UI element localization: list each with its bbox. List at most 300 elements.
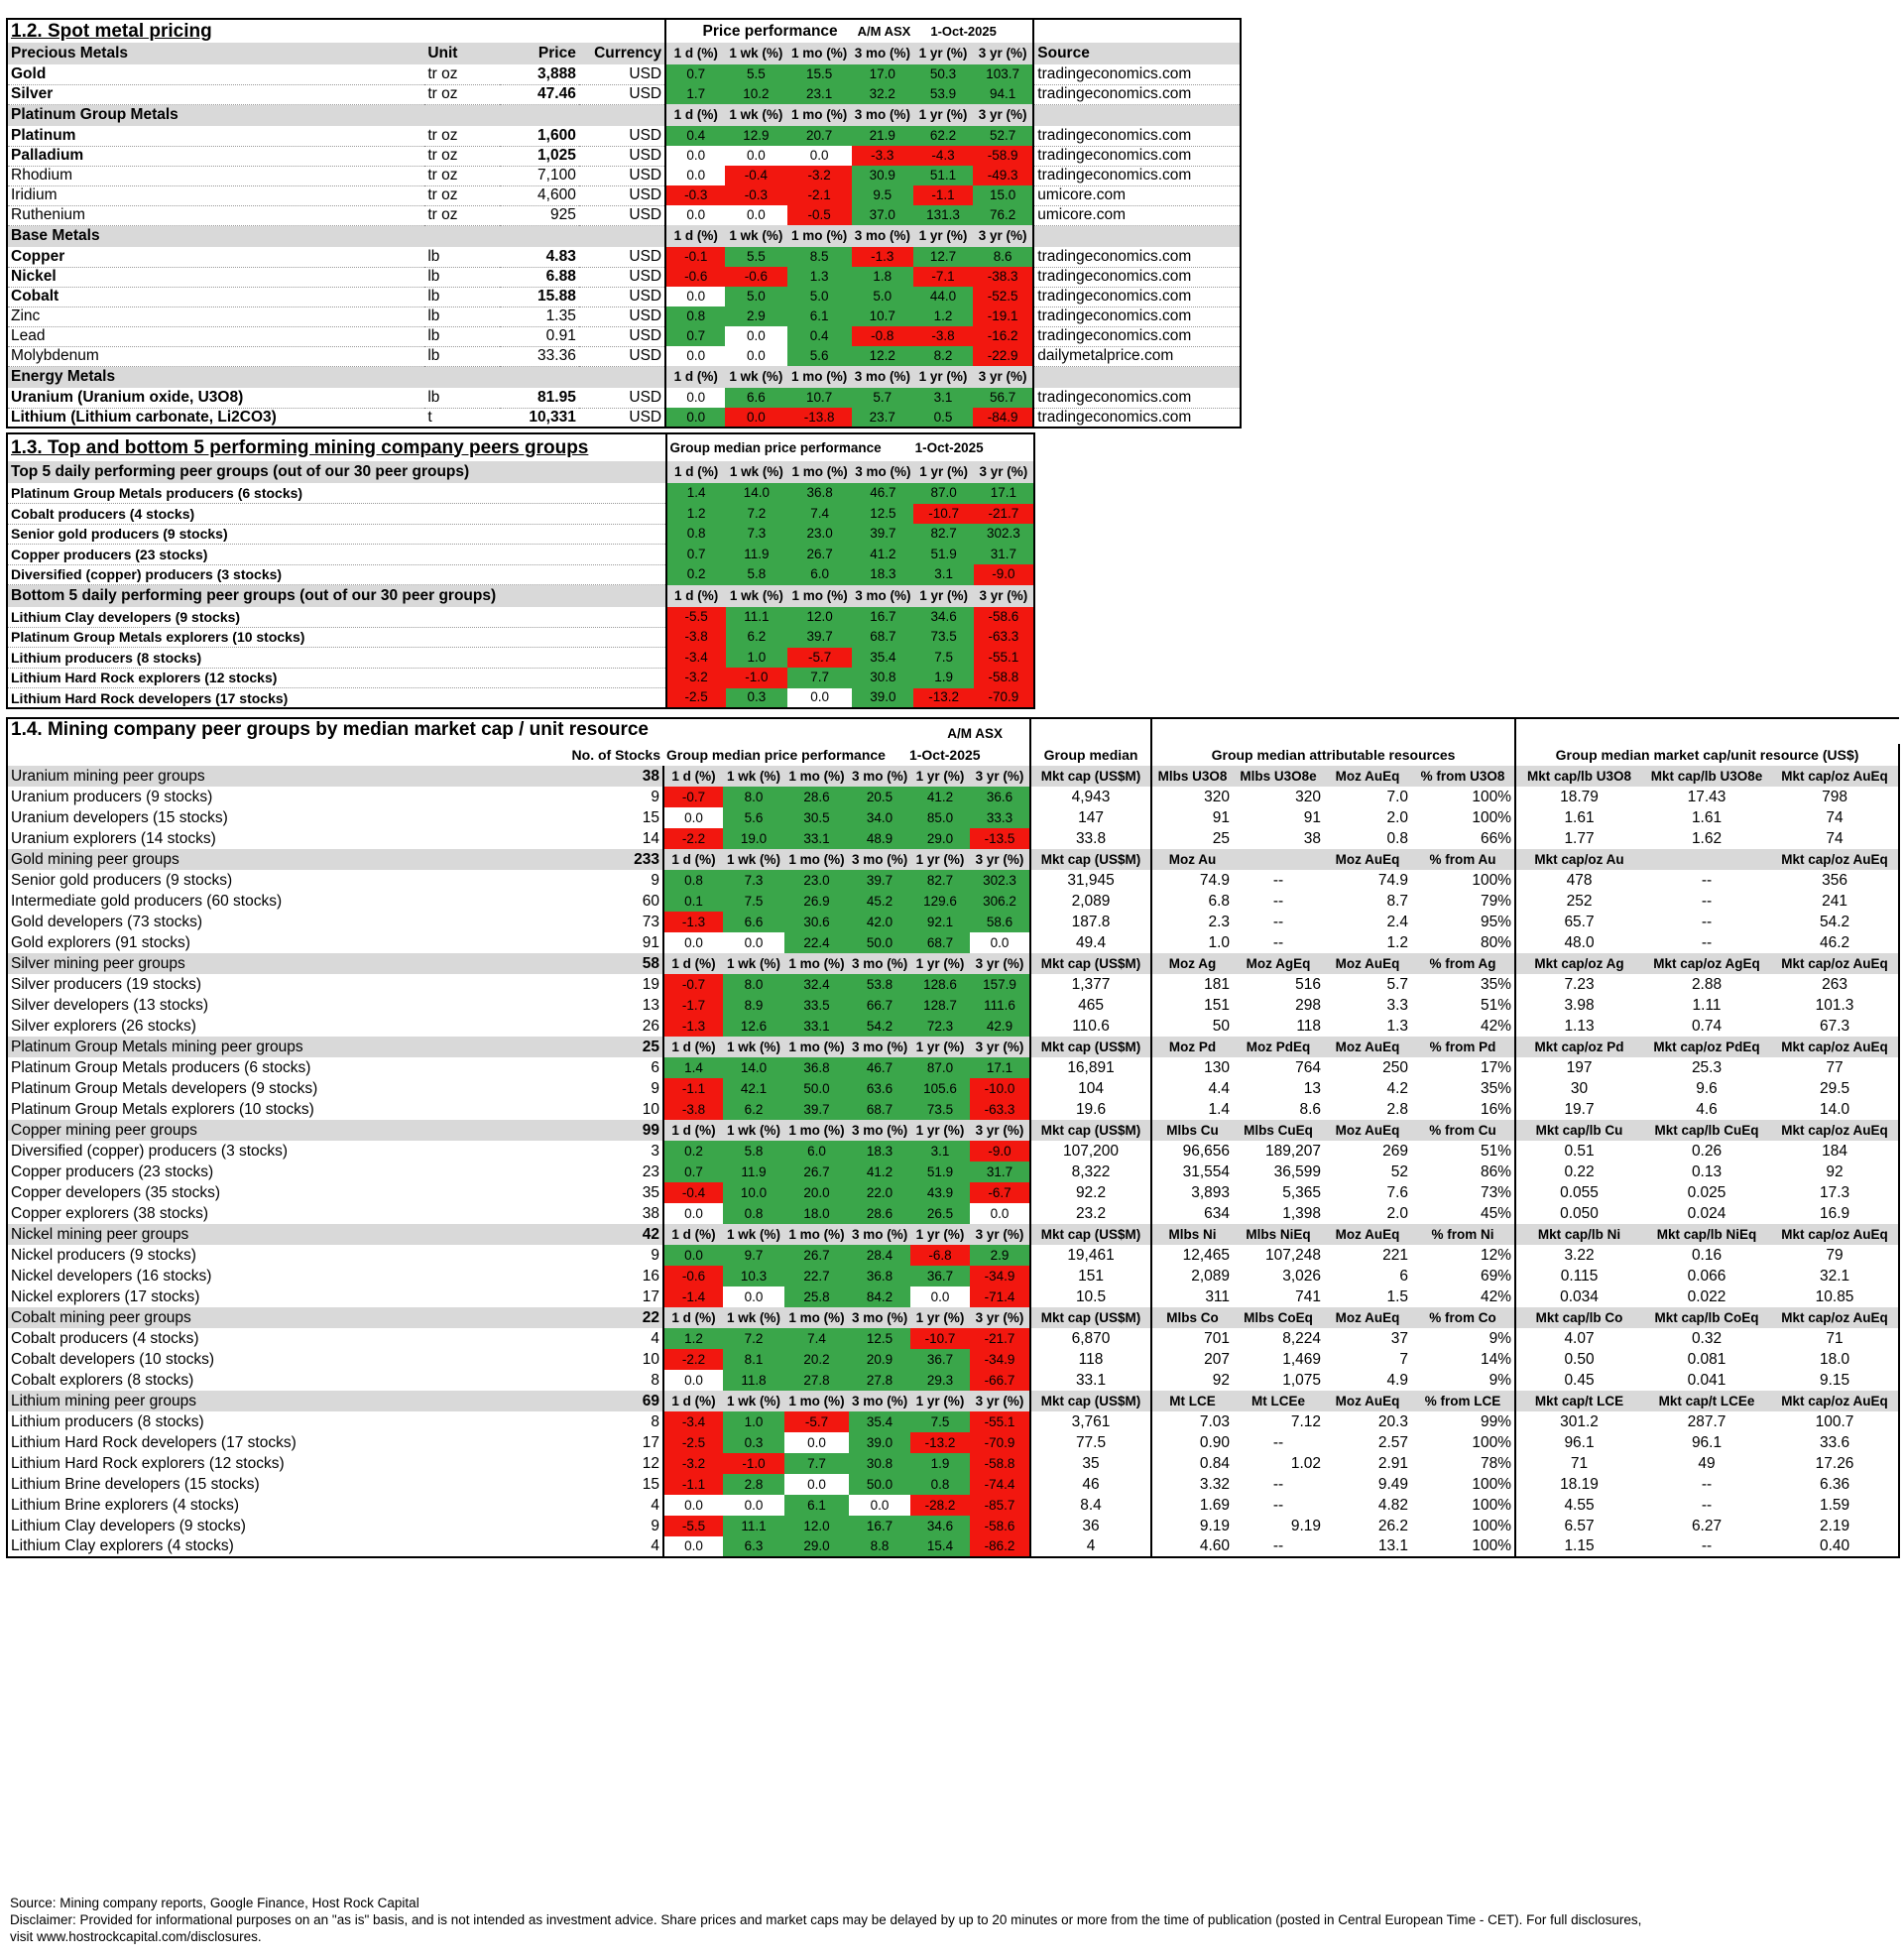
metal-currency: USD: [579, 64, 665, 84]
perf-value: 129.6: [910, 891, 970, 912]
table-row: [7, 828, 1899, 849]
metric-value: 320: [1151, 787, 1233, 807]
table-row: [7, 688, 1034, 709]
perf-value: -1.3: [663, 1016, 723, 1037]
peer-group-name: Copper developers (35 stocks): [7, 1182, 562, 1203]
metric-value: 80%: [1481, 933, 1512, 951]
peer-groups-market-cap-table: [6, 717, 1900, 1558]
metric-value: 2,089: [1151, 1266, 1233, 1286]
metric-value: 69%: [1481, 1267, 1512, 1285]
perf-value: 19.0: [723, 828, 784, 849]
perf-value: 8.9: [723, 995, 784, 1016]
perf-value: -1.1: [913, 185, 973, 205]
metric-value: 107,248: [1265, 1246, 1322, 1264]
metal-unit: tr oz: [424, 146, 499, 166]
perf-value: -21.7: [974, 504, 1034, 525]
metric-value: 0.081: [1687, 1350, 1726, 1368]
perf-value: 0.0: [663, 1370, 723, 1391]
report-date: 1-Oct-2025: [930, 23, 997, 39]
perf-value: 0.5: [913, 408, 973, 428]
table-row: [7, 974, 1899, 995]
perf-col-header: 3 mo (%): [855, 464, 911, 479]
peer-group-name: Lithium Hard Rock developers (17 stocks): [7, 688, 666, 709]
perf-title: Group median price performance: [669, 439, 882, 455]
metric-value: 35: [1030, 1453, 1151, 1474]
perf-value: 53.9: [913, 84, 973, 104]
table-row: [7, 1245, 1899, 1266]
peer-group-name: Copper producers (23 stocks): [7, 545, 666, 565]
metric-col-header: Mlbs U3O8e: [1240, 768, 1317, 784]
perf-header: [666, 433, 1034, 461]
metric-value: 6.57: [1515, 1516, 1642, 1536]
metric-value: 3,026: [1282, 1267, 1322, 1285]
metal-source: tradingeconomics.com: [1033, 408, 1241, 428]
metric-value: 701: [1151, 1328, 1233, 1349]
table-row: [7, 1203, 1899, 1224]
metric-value: 26.2: [1377, 1517, 1409, 1534]
perf-value: 54.2: [849, 1016, 910, 1037]
metric-value: 96.1: [1515, 1432, 1642, 1453]
perf-col-header: 1 wk (%): [726, 1226, 780, 1242]
perf-value: 26.9: [784, 891, 849, 912]
perf-value: 73.5: [913, 627, 973, 648]
table-row: [7, 104, 1241, 126]
perf-value: 12.5: [849, 1328, 910, 1349]
table-row: [7, 1453, 1899, 1474]
perf-value: 0.8: [910, 1474, 970, 1495]
metric-col-header: Mkt cap (US$M): [1030, 1037, 1151, 1057]
perf-value: 14.0: [723, 1057, 784, 1078]
perf-value: 36.7: [910, 1349, 970, 1370]
perf-value: 302.3: [970, 870, 1030, 891]
metric-value: 1.61: [1691, 808, 1723, 826]
perf-value: 18.3: [849, 1141, 910, 1162]
perf-value: 0.0: [784, 1474, 849, 1495]
group-header: Platinum Group Metals: [7, 104, 665, 126]
metric-value: 1.4: [1151, 1099, 1233, 1120]
perf-value: 51.1: [913, 166, 973, 185]
metal-source: tradingeconomics.com: [1033, 388, 1241, 408]
metric-col-header: Moz Pd: [1151, 1037, 1233, 1057]
perf-value: 10.7: [852, 306, 913, 326]
metal-currency: USD: [579, 306, 665, 326]
table-row: [7, 668, 1034, 688]
perf-value: 1.2: [666, 504, 726, 525]
metal-name: Zinc: [7, 306, 424, 326]
table-row: [7, 766, 1899, 787]
metric-col-header: Mt LCE: [1151, 1391, 1233, 1411]
metal-price: 10,331: [500, 408, 579, 428]
metric-value: 151: [1151, 995, 1233, 1016]
perf-value: 0.0: [970, 932, 1030, 953]
metric-col-header: Moz Ag: [1151, 953, 1233, 974]
metal-price: 925: [500, 205, 579, 225]
metric-col-header: Mlbs NiEq: [1246, 1226, 1311, 1242]
metric-col-header: Mkt cap/oz AuEq: [1771, 1307, 1899, 1328]
perf-value: 30.8: [849, 1453, 910, 1474]
perf-col-header: 3 mo (%): [854, 46, 910, 61]
table-row: [7, 585, 1034, 607]
perf-value: 31.7: [974, 545, 1034, 565]
metric-value: --: [1701, 1475, 1713, 1493]
metric-value: 65.7: [1515, 912, 1642, 932]
peer-group-name: Silver producers (19 stocks): [7, 974, 562, 995]
perf-value: 45.2: [849, 891, 910, 912]
metric-value: 31,554: [1151, 1162, 1233, 1182]
perf-value: 29.0: [910, 828, 970, 849]
table-row: [7, 126, 1241, 146]
stock-count: 16: [642, 1267, 659, 1285]
metal-source: tradingeconomics.com: [1033, 126, 1241, 146]
group-median-header: Group median: [1030, 744, 1151, 766]
table-row: [7, 607, 1034, 628]
perf-value: 0.3: [726, 688, 787, 709]
table-row: [7, 1370, 1899, 1391]
metric-col-header: Mkt cap/oz AgEq: [1653, 955, 1760, 971]
stock-count: 23: [642, 1163, 659, 1180]
perf-value: 23.7: [852, 408, 913, 428]
table-row: [7, 1536, 1899, 1557]
table-row: [7, 744, 1899, 766]
perf-value: 12.2: [852, 346, 913, 366]
metric-value: 0.055: [1515, 1182, 1642, 1203]
metric-value: 9%: [1488, 1329, 1512, 1347]
perf-col-header: 1 yr (%): [915, 768, 965, 784]
metric-value: 1.59: [1771, 1495, 1899, 1516]
perf-value: 2.8: [723, 1474, 784, 1495]
table-row: [7, 433, 1034, 461]
metal-price: 7,100: [500, 166, 579, 185]
table-row: [7, 1516, 1899, 1536]
metric-col-header: Mlbs U3O8: [1151, 766, 1233, 787]
metric-value: 741: [1295, 1287, 1322, 1305]
metal-source: tradingeconomics.com: [1033, 326, 1241, 346]
perf-col-header: 3 mo (%): [852, 955, 908, 971]
perf-col-header: 1 wk (%): [729, 107, 783, 122]
perf-col-header: 1 wk (%): [729, 464, 783, 479]
perf-value: 15.5: [787, 64, 852, 84]
perf-value: 34.0: [849, 807, 910, 828]
metric-value: 8,224: [1282, 1329, 1322, 1347]
perf-value: 6.2: [723, 1099, 784, 1120]
metric-value: 16.9: [1771, 1203, 1899, 1224]
perf-col-header: 1 mo (%): [788, 768, 845, 784]
group-header: Platinum Group Metals mining peer groups: [7, 1037, 562, 1057]
metric-value: 1,469: [1282, 1350, 1322, 1368]
table-row: [7, 84, 1241, 104]
group-stock-count: 233: [634, 850, 659, 868]
metal-currency: USD: [579, 388, 665, 408]
metric-value: 0.034: [1515, 1286, 1642, 1307]
perf-value: 22.0: [849, 1182, 910, 1203]
perf-value: 20.5: [849, 787, 910, 807]
peer-group-name: Silver explorers (26 stocks): [7, 1016, 562, 1037]
perf-value: 1.0: [723, 1411, 784, 1432]
table-row: [7, 1016, 1899, 1037]
table-row: [7, 787, 1899, 807]
table-row: [7, 1286, 1899, 1307]
perf-col-header: 1 mo (%): [788, 1039, 845, 1054]
perf-col-header: 1 d (%): [665, 104, 725, 126]
metric-value: 320: [1295, 788, 1322, 805]
metric-value: 6,870: [1030, 1328, 1151, 1349]
table-row: [7, 19, 1241, 43]
perf-value: -34.9: [970, 1349, 1030, 1370]
table-row: [7, 1307, 1899, 1328]
metal-currency: USD: [579, 267, 665, 287]
metric-value: 46.2: [1771, 932, 1899, 953]
metric-value: 18.19: [1515, 1474, 1642, 1495]
perf-value: 23.0: [784, 870, 849, 891]
metric-col-header: Mkt cap/oz PdEq: [1653, 1039, 1760, 1054]
metal-price: 15.88: [500, 287, 579, 306]
metric-value: 2.8: [1386, 1100, 1409, 1118]
metric-col-header: Mkt cap (US$M): [1030, 1120, 1151, 1141]
metric-value: 4.6: [1696, 1100, 1718, 1118]
perf-col-header: 1 mo (%): [790, 369, 848, 384]
metal-currency: USD: [579, 287, 665, 306]
perf-col-header: 1 yr (%): [915, 955, 965, 971]
perf-value: 85.0: [910, 807, 970, 828]
metric-value: 18.0: [1771, 1349, 1899, 1370]
perf-col-header: 1 d (%): [663, 1120, 723, 1141]
perf-value: -84.9: [973, 408, 1033, 428]
perf-value: 42.0: [849, 912, 910, 932]
perf-col-header: 3 mo (%): [854, 228, 910, 243]
perf-col-header: 3 mo (%): [852, 1122, 908, 1138]
perf-col-header: 1 wk (%): [729, 46, 783, 61]
metric-value: 2.19: [1771, 1516, 1899, 1536]
resources-header: Group median attributable resources: [1151, 744, 1515, 766]
metal-price: 81.95: [500, 388, 579, 408]
perf-value: 0.0: [725, 146, 786, 166]
metric-value: 100%: [1472, 1517, 1512, 1534]
metric-value: 9%: [1488, 1371, 1512, 1389]
perf-value: -63.3: [974, 627, 1034, 648]
perf-value: 72.3: [910, 1016, 970, 1037]
group-header: Gold mining peer groups: [7, 849, 562, 870]
metric-value: 252: [1515, 891, 1642, 912]
metric-value: 96,656: [1151, 1141, 1233, 1162]
metric-value: --: [1272, 933, 1284, 951]
metric-value: 1,377: [1030, 974, 1151, 995]
peer-group-name: Platinum Group Metals producers (6 stocks): [7, 483, 666, 504]
table-row: [7, 504, 1034, 525]
metric-value: 1.5: [1386, 1287, 1409, 1305]
metric-value: 13: [1303, 1079, 1322, 1097]
metric-value: --: [1701, 933, 1713, 951]
perf-value: 32.4: [784, 974, 849, 995]
perf-value: 34.6: [913, 607, 973, 628]
metric-value: 2.0: [1386, 808, 1409, 826]
stock-count: 9: [651, 1246, 659, 1264]
perf-value: 8.0: [723, 787, 784, 807]
perf-value: 5.0: [787, 287, 852, 306]
metal-source: tradingeconomics.com: [1033, 166, 1241, 185]
table-row: [7, 1162, 1899, 1182]
metric-value: 100%: [1472, 871, 1512, 889]
perf-value: 0.1: [663, 891, 723, 912]
metric-value: 8.7: [1386, 892, 1409, 910]
metric-value: 12%: [1481, 1246, 1512, 1264]
metal-source: umicore.com: [1033, 185, 1241, 205]
stock-count: 35: [642, 1183, 659, 1201]
table-row: [7, 545, 1034, 565]
metric-col-header: Mkt cap (US$M): [1030, 1307, 1151, 1328]
metric-col-header: Mkt cap (US$M): [1030, 766, 1151, 787]
metal-name: Gold: [7, 64, 424, 84]
metric-value: 478: [1515, 870, 1642, 891]
perf-value: 6.6: [723, 912, 784, 932]
perf-value: 63.6: [849, 1078, 910, 1099]
metal-unit: tr oz: [424, 64, 499, 84]
metric-value: 516: [1295, 975, 1322, 993]
peer-group-name: Gold developers (73 stocks): [7, 912, 562, 932]
metal-price: 4.83: [500, 247, 579, 267]
perf-value: 1.7: [665, 84, 725, 104]
perf-value: 28.6: [784, 787, 849, 807]
metric-value: 13.1: [1324, 1536, 1411, 1557]
metal-unit: lb: [424, 326, 499, 346]
footer-disclaimer-link[interactable]: visit www.hostrockcapital.com/disclosures.: [10, 1929, 262, 1944]
footer-disclaimer: Disclaimer: Provided for informational purposes on an "as is" basis, and is not intended as investment advice. Share prices and market caps may be delayed by up to 20 minutes or more from the time of publication (posted in Central European Time - CET). For full disclosures,: [10, 1912, 1642, 1927]
perf-header: [665, 19, 1033, 43]
table-row: [7, 185, 1241, 205]
metric-value: 2.91: [1377, 1454, 1409, 1472]
perf-value: -55.1: [970, 1411, 1030, 1432]
table-row: [7, 995, 1899, 1016]
perf-col-header: 1 wk (%): [726, 1309, 780, 1325]
source-header: [1033, 225, 1241, 247]
metric-value: 3.22: [1515, 1245, 1642, 1266]
metal-name: Silver: [7, 84, 424, 104]
perf-value: -22.9: [973, 346, 1033, 366]
metric-value: 287.7: [1687, 1412, 1726, 1430]
metal-currency: USD: [579, 126, 665, 146]
perf-value: 0.4: [665, 126, 725, 146]
table-row: [7, 1099, 1899, 1120]
perf-value: 28.4: [849, 1245, 910, 1266]
blank: [1151, 718, 1515, 744]
metric-value: 51%: [1481, 996, 1512, 1014]
perf-col-header: 1 d (%): [665, 225, 725, 247]
perf-value: 41.2: [910, 787, 970, 807]
metric-col-header: Moz AuEq: [1335, 851, 1400, 867]
perf-value: -3.8: [666, 627, 726, 648]
perf-col-header: 3 mo (%): [852, 1039, 908, 1054]
metric-value: 4.9: [1386, 1371, 1409, 1389]
perf-value: 5.5: [725, 247, 786, 267]
perf-value: 0.0: [665, 166, 725, 185]
perf-value: 1.2: [913, 306, 973, 326]
perf-value: 66.7: [849, 995, 910, 1016]
group-header: Base Metals: [7, 225, 665, 247]
metric-value: 1.61: [1515, 807, 1642, 828]
group-stock-count: 38: [642, 767, 659, 785]
peer-group-name: Lithium Brine explorers (4 stocks): [7, 1495, 562, 1516]
perf-value: 1.2: [663, 1328, 723, 1349]
perf-value: -58.6: [974, 607, 1034, 628]
metric-value: 1.15: [1515, 1536, 1642, 1557]
metric-value: 764: [1295, 1058, 1322, 1076]
perf-value: 41.2: [852, 545, 913, 565]
metric-value: 107,200: [1030, 1141, 1151, 1162]
perf-col-header: 1 mo (%): [788, 1393, 845, 1408]
perf-value: 1.8: [852, 267, 913, 287]
perf-value: 1.0: [726, 648, 787, 669]
table-row: [7, 247, 1241, 267]
perf-value: -0.4: [725, 166, 786, 185]
metric-value: --: [1642, 1536, 1771, 1557]
perf-value: 26.7: [784, 1162, 849, 1182]
perf-value: 0.0: [663, 1536, 723, 1557]
metric-value: 465: [1030, 995, 1151, 1016]
metric-col-header: Moz AuEq: [1335, 768, 1400, 784]
table-row: [7, 1141, 1899, 1162]
metric-value: 19.7: [1515, 1099, 1642, 1120]
metric-value: 0.74: [1691, 1017, 1723, 1035]
perf-value: -1.0: [726, 668, 787, 688]
metric-value: 100%: [1472, 1475, 1512, 1493]
perf-value: 0.0: [970, 1203, 1030, 1224]
section-title: 1.2. Spot metal pricing: [7, 19, 665, 43]
perf-col-header: 1 mo (%): [788, 955, 845, 971]
table-row: [7, 564, 1034, 585]
metal-price: 4,600: [500, 185, 579, 205]
perf-value: -1.3: [852, 247, 913, 267]
perf-value: 12.6: [723, 1016, 784, 1037]
perf-value: 23.0: [787, 524, 852, 545]
peer-group-name: Platinum Group Metals producers (6 stocks): [7, 1057, 562, 1078]
metric-value: 91: [1151, 807, 1233, 828]
perf-value: 306.2: [970, 891, 1030, 912]
perf-value: 12.9: [725, 126, 786, 146]
metric-value: 31,945: [1030, 870, 1151, 891]
metric-value: 66%: [1481, 829, 1512, 847]
perf-value: 18.0: [784, 1203, 849, 1224]
peer-group-name: Lithium Clay developers (9 stocks): [7, 607, 666, 628]
perf-value: -58.6: [970, 1516, 1030, 1536]
perf-col-header: 1 d (%): [666, 461, 726, 483]
perf-value: 46.7: [852, 483, 913, 504]
perf-value: -70.9: [970, 1432, 1030, 1453]
metric-value: 1.0: [1151, 932, 1233, 953]
perf-value: -10.7: [910, 1328, 970, 1349]
group-stock-count: 58: [642, 954, 659, 972]
metal-price: 0.91: [500, 326, 579, 346]
table-row: [7, 932, 1899, 953]
perf-value: -0.7: [663, 974, 723, 995]
metric-value: 1,398: [1282, 1204, 1322, 1222]
metric-value: 221: [1382, 1246, 1409, 1264]
perf-col-header: 1 yr (%): [919, 587, 968, 603]
perf-value: 76.2: [973, 205, 1033, 225]
metric-value: 7.6: [1386, 1183, 1409, 1201]
perf-col-header: 3 yr (%): [975, 851, 1024, 867]
perf-value: 8.1: [723, 1349, 784, 1370]
perf-value: 0.0: [723, 1286, 784, 1307]
perf-col-header: 1 wk (%): [726, 1122, 780, 1138]
metric-value: 184: [1771, 1141, 1899, 1162]
metric-value: 95%: [1481, 913, 1512, 930]
metric-value: 7.03: [1151, 1411, 1233, 1432]
metal-unit: lb: [424, 287, 499, 306]
perf-value: -2.1: [787, 185, 852, 205]
perf-value: -5.7: [787, 648, 852, 669]
perf-value: 33.3: [970, 807, 1030, 828]
group-stock-count: 22: [642, 1308, 659, 1326]
peer-group-name: Lithium Hard Rock explorers (12 stocks): [7, 668, 666, 688]
